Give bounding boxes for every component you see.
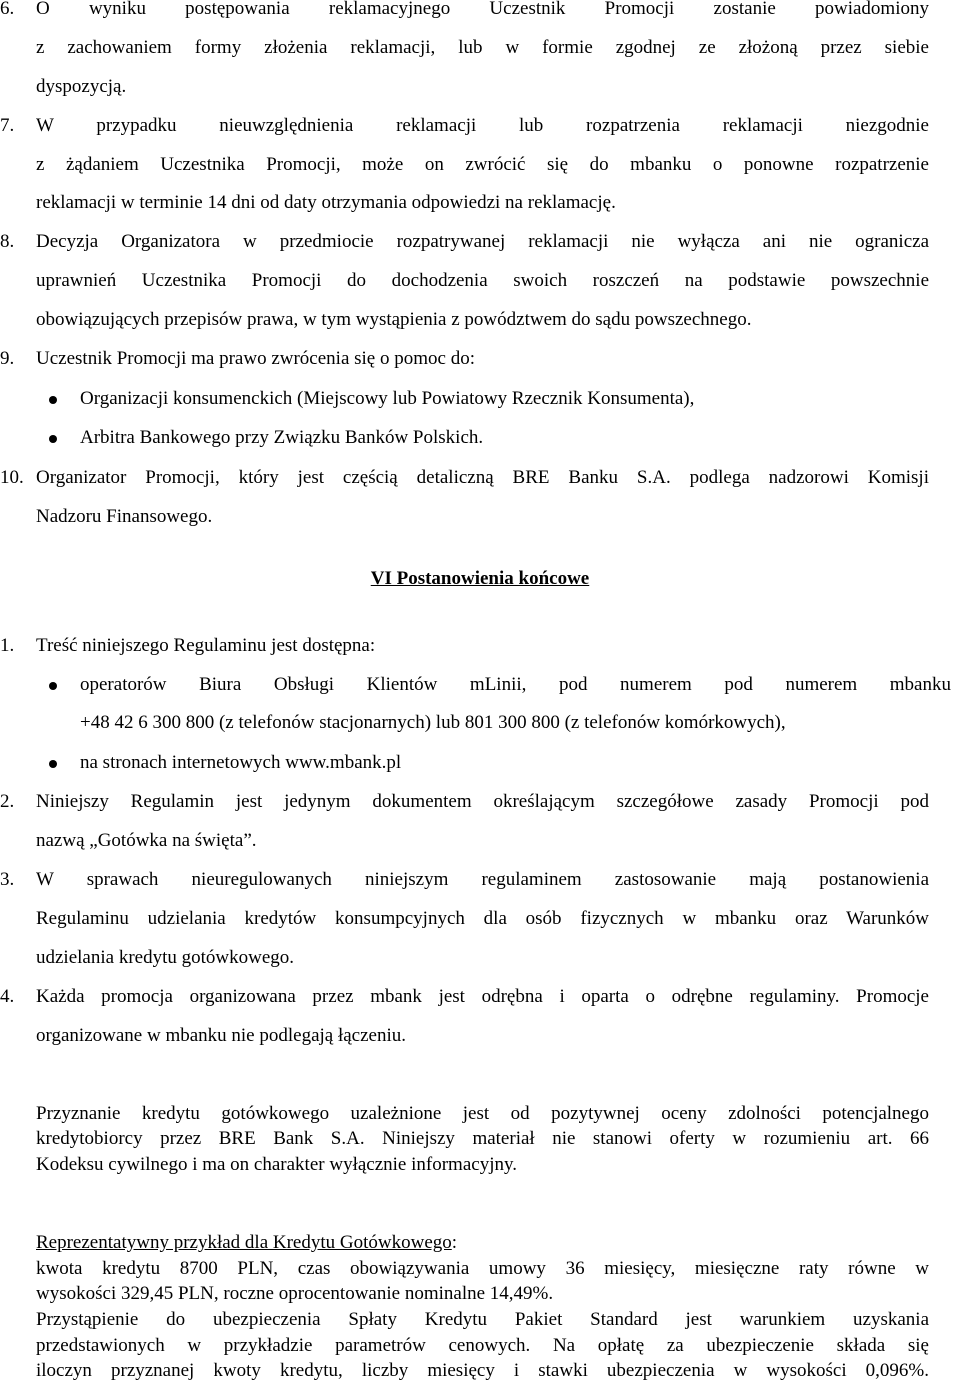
item-number: 4. [0,986,15,1007]
text-line: Regulaminu udzielania kredytów konsumpcyjnych dla osób fizycznych w mbanku oraz Warunków [36,908,929,929]
text-line: obowiązujących przepisów prawa, w tym wystąpienia z powództwem do sądu powszechnego. [36,309,752,330]
bullet-text: operatorów Biura Obsługi Klientów mLinii, pod numerem pod numerem mbanku [80,674,951,695]
text-line: Nadzoru Finansowego. [36,506,213,527]
text-line: W sprawach nieuregulowanych niniejszym regulaminem zastosowanie mają postanowienia [36,869,929,890]
text-line: uprawnień Uczestnika Promocji do dochodzenia swoich roszczeń na podstawie powszechnie [36,270,929,291]
bullet-icon [49,682,57,690]
text-line: Uczestnik Promocji ma prawo zwrócenia się o pomoc do: [36,348,475,369]
text-line: organizowane w mbanku nie podlegają łączeniu. [36,1025,407,1046]
text-line: Każda promocja organizowana przez mbank jest odrębna i oparta o odrębne regulaminy. Promocje [36,986,929,1007]
text-line: Przyznanie kredytu gotówkowego uzależnione jest od pozytywnej oceny zdolności potencjalnego [36,1103,929,1124]
text-line: reklamacji w terminie 14 dni od daty otrzymania odpowiedzi na reklamację. [36,192,616,213]
bullet-text: Organizacji konsumenckich (Miejscowy lub Powiatowy Rzecznik Konsumenta), [80,388,695,409]
item-number: 2. [0,791,15,812]
item-number: 1. [0,635,15,656]
bullet-text: +48 42 6 300 800 (z telefonów stacjonarnych) lub 801 300 800 (z telefonów komórkowych), [80,712,786,733]
example-title-colon: : [451,1232,458,1253]
example-title: Reprezentatywny przykład dla Kredytu Gotówkowego [36,1232,452,1253]
text-line: przedstawionych w przykładzie parametrów cenowych. Na opłatę za ubezpieczenie składa się [36,1335,929,1356]
text-line: wysokości 329,45 PLN, roczne oprocentowanie nominalne 14,49%. [36,1283,554,1304]
text-line: Przystąpienie do ubezpieczenia Spłaty Kredytu Pakiet Standard jest warunkiem uzyskania [36,1309,929,1330]
text-line: z żądaniem Uczestnika Promocji, może on zwrócić się do mbanku o ponowne rozpatrzenie [36,154,929,175]
item-number: 8. [0,231,15,252]
text-line: udzielania kredytu gotówkowego. [36,947,295,968]
bullet-text: Arbitra Bankowego przy Związku Banków Polskich. [80,427,484,448]
text-line: Treść niniejszego Regulaminu jest dostępna: [36,635,376,656]
item-number: 3. [0,869,15,890]
text-line: iloczyn przyznanej kwoty kredytu, liczby miesięcy i stawki ubezpieczenia w wysokości 0,096%. [36,1360,929,1381]
section-heading: VI Postanowienia końcowe [370,568,590,589]
text-line: kredytobiorcy przez BRE Bank S.A. Niniejszy materiał nie stanowi oferty w rozumieniu art. 66 [36,1128,929,1149]
item-number: 9. [0,348,15,369]
text-line: nazwą „Gotówka na święta”. [36,830,257,851]
bullet-icon [49,760,57,768]
bullet-icon [49,396,57,404]
text-line: z zachowaniem formy złożenia reklamacji, lub w formie zgodnej ze złożoną przez siebie [36,37,929,58]
example-title-line [36,1232,929,1254]
item-number: 7. [0,115,15,136]
text-line: Kodeksu cywilnego i ma on charakter wyłącznie informacyjny. [36,1154,517,1175]
text-line: Niniejszy Regulamin jest jedynym dokumentem określającym szczegółowe zasady Promocji pod [36,791,929,812]
text-line: dyspozycją. [36,76,127,97]
item-number: 10. [0,467,24,488]
text-line: Organizator Promocji, który jest częścią detaliczną BRE Banku S.A. podlega nadzorowi Komisji [36,467,929,488]
item-number: 6. [0,0,15,19]
text-line: W przypadku nieuwzględnienia reklamacji lub rozpatrzenia reklamacji niezgodnie [36,115,929,136]
bullet-text: na stronach internetowych www.mbank.pl [80,752,402,773]
text-line: kwota kredytu 8700 PLN, czas obowiązywania umowy 36 miesięcy, miesięczne raty równe w [36,1258,929,1279]
text-line: Decyzja Organizatora w przedmiocie rozpatrywanej reklamacji nie wyłącza ani nie ogranicza [36,231,929,252]
bullet-icon [49,435,57,443]
text-line: O wyniku postępowania reklamacyjnego Uczestnik Promocji zostanie powiadomiony [36,0,929,19]
